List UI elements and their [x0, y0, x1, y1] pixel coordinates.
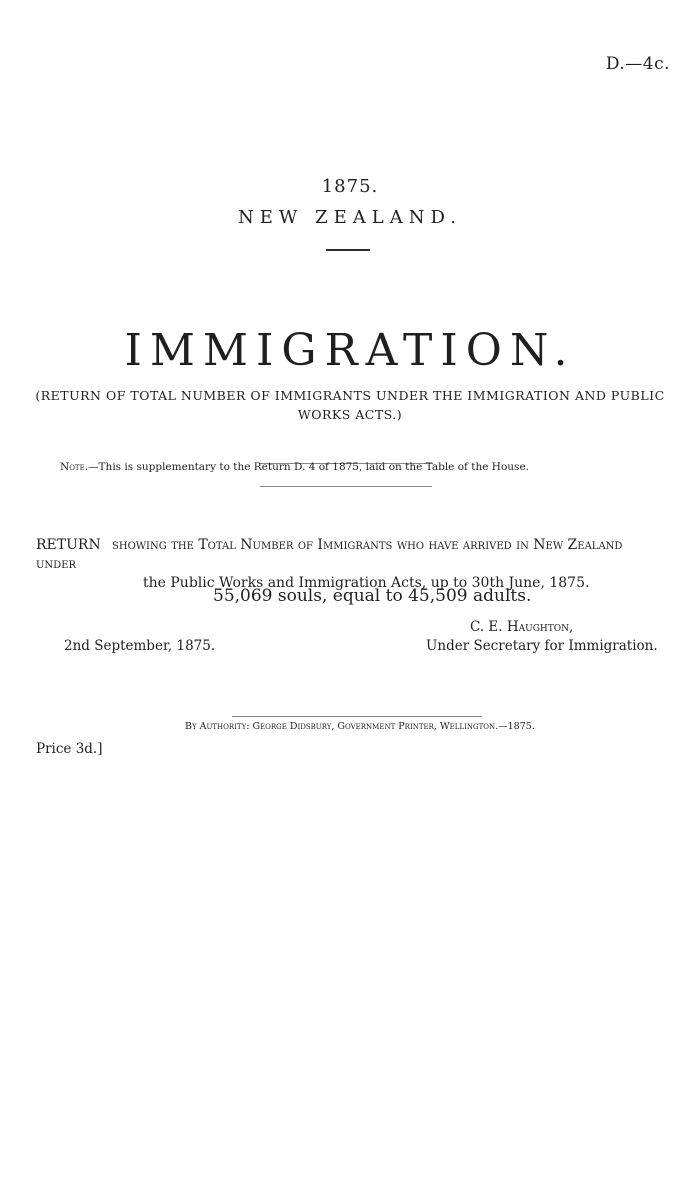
- note-text: —This is supplementary to the Return D. 4 of 1875, laid on the Table of the House.: [88, 461, 529, 473]
- note-label: Note.: [60, 461, 89, 473]
- return-line-2: the Public Works and Immigration Acts, up to 30th June, 1875.: [143, 575, 590, 591]
- document-subtitle: (RETURN OF TOTAL NUMBER OF IMMIGRANTS UNDER THE IMMIGRATION AND PUBLIC WORKS ACTS.): [35, 388, 665, 422]
- signatory-title: Under Secretary for Immigration.: [426, 638, 658, 654]
- note-divider-bottom: [260, 486, 432, 487]
- return-line-1-text: showing the Total Number of Immigrants who have arrived in New Zealand under: [36, 537, 623, 572]
- signatory-name: C. E. Haughton,: [470, 619, 574, 635]
- return-lead: RETURN: [36, 537, 101, 553]
- document-title: IMMIGRATION.: [124, 325, 576, 376]
- signature-date: 2nd September, 1875.: [64, 638, 216, 654]
- country-heading: NEW ZEALAND.: [238, 207, 462, 228]
- price: Price 3d.]: [36, 741, 103, 757]
- immigrant-totals: 55,069 souls, equal to 45,509 adults.: [213, 586, 532, 606]
- paper-number: D.—4c.: [605, 54, 670, 74]
- note: [60, 461, 660, 473]
- return-statement: [36, 536, 666, 593]
- year-heading: 1875.: [321, 176, 379, 197]
- heading-divider: [326, 249, 370, 251]
- imprint-divider: [232, 716, 482, 717]
- printer-imprint: By Authority: George Didsbury, Government Printer, Wellington.—1875.: [185, 721, 535, 732]
- return-line-1: [36, 536, 666, 574]
